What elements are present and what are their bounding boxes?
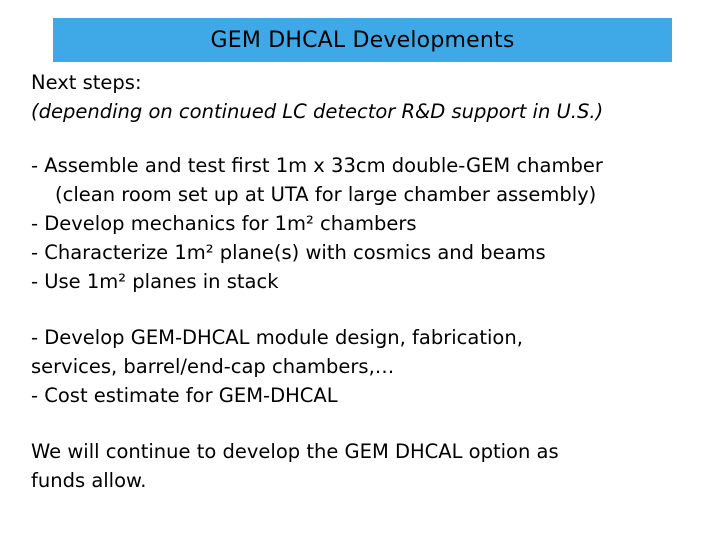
next-steps-subheading: (depending on continued LC detector R&D support in U.S.) bbox=[31, 100, 604, 123]
design-item-continued: services, barrel/end-cap chambers,… bbox=[31, 355, 395, 378]
closing-line: funds allow. bbox=[31, 469, 147, 492]
slide-body bbox=[31, 68, 711, 495]
slide-title: GEM DHCAL Developments bbox=[210, 27, 515, 53]
closing-line: We will continue to develop the GEM DHCAL option as bbox=[31, 440, 559, 463]
design-item: - Develop GEM-DHCAL module design, fabrication, bbox=[31, 326, 523, 349]
spacer bbox=[31, 126, 711, 151]
next-steps-heading: Next steps: bbox=[31, 71, 142, 94]
step-item: - Characterize 1m² plane(s) with cosmics and beams bbox=[31, 241, 546, 264]
title-bar bbox=[53, 18, 672, 62]
spacer bbox=[31, 410, 711, 437]
spacer bbox=[31, 296, 711, 323]
step-item: - Use 1m² planes in stack bbox=[31, 270, 279, 293]
step-item-note: (clean room set up at UTA for large chamber assembly) bbox=[55, 183, 597, 206]
step-item: - Assemble and test first 1m x 33cm double-GEM chamber bbox=[31, 154, 603, 177]
design-item: - Cost estimate for GEM-DHCAL bbox=[31, 384, 338, 407]
step-item: - Develop mechanics for 1m² chambers bbox=[31, 212, 417, 235]
